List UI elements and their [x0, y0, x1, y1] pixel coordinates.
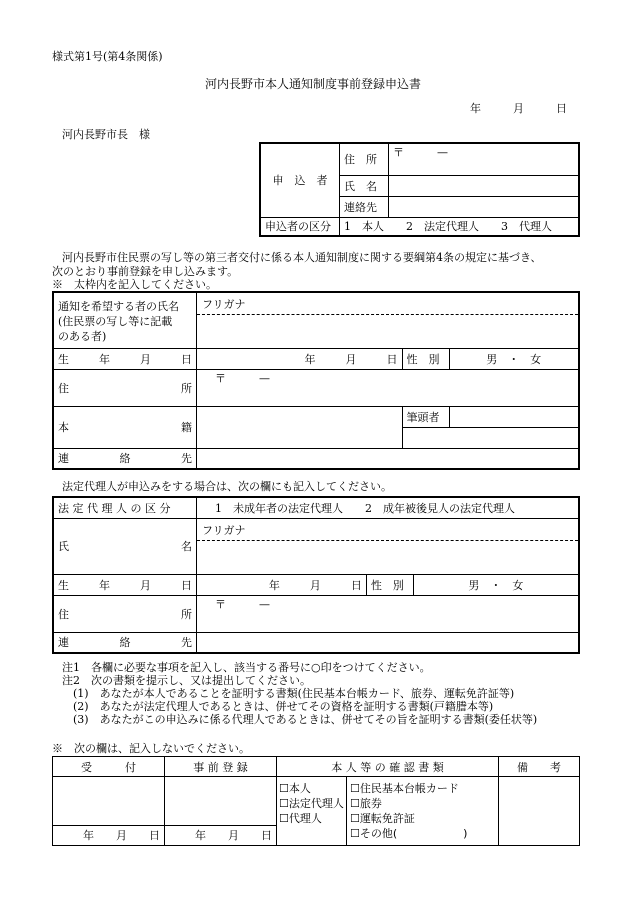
intro-text-1: 河内長野市住民票の写し等の第三者交付に係る本人通知制度に関する要綱第4条の規定に基づき、 — [62, 251, 542, 264]
note-line: (2) あなたが法定代理人であるときは、併せてその資格を証明する書類(戸籍謄本等) — [62, 700, 494, 713]
legal-address-label: 住 所 — [53, 595, 197, 632]
postal-mark: 〒 — — [215, 371, 270, 385]
who-option: ☐代理人 — [279, 812, 322, 825]
subject-contact-label: 連 絡 先 — [53, 448, 197, 469]
subject-address-field[interactable] — [197, 369, 580, 406]
subject-address-label: 住 所 — [53, 369, 197, 406]
applicant-address-field[interactable] — [389, 143, 580, 175]
doc-option: ☐その他( ) — [350, 827, 468, 840]
note-line: (3) あなたがこの申込みに係る代理人であるときは、併せてその旨を証明する書類(委任状等) — [62, 713, 538, 726]
office-received-label: 受 付 — [53, 757, 165, 777]
subject-name-label-3: のある者) — [58, 329, 107, 343]
subject-dob-field[interactable] — [197, 348, 403, 369]
legal-rep-table — [52, 496, 580, 654]
bold-frame-note: ※ 太枠内を記入してください。 — [52, 278, 217, 291]
subject-sex-options[interactable]: 男 ・ 女 — [449, 348, 579, 369]
intro-text-2: 次のとおり事前登録を申し込みます。 — [52, 265, 239, 278]
office-remarks-label: 備 考 — [499, 757, 580, 777]
office-table — [52, 756, 580, 846]
dob-day: 日 — [386, 352, 398, 366]
legal-dob-field[interactable] — [197, 574, 367, 595]
date-year: 年 — [470, 102, 481, 115]
legal-furigana-label: フリガナ — [202, 523, 246, 537]
subject-honseki-field-2[interactable] — [402, 427, 579, 448]
office-remarks-field — [499, 777, 580, 846]
office-use-note: ※ 次の欄は、記入しないでください。 — [52, 742, 250, 755]
subject-name-label-1: 通知を希望する者の氏名 — [58, 299, 179, 313]
note-line: 注1 各欄に必要な事項を記入し、該当する番号に○印をつけてください。 — [62, 661, 431, 674]
legal-name-field[interactable] — [197, 518, 580, 574]
dob-month: 月 — [309, 578, 321, 592]
subject-name-label-2: (住民票の写し等に記載 — [58, 314, 173, 328]
doc-option: ☐旅券 — [350, 797, 382, 810]
applicant-address-label: 住 所 — [340, 143, 389, 175]
subject-honseki-field[interactable] — [197, 406, 403, 448]
date-line — [470, 100, 567, 116]
subject-contact-field[interactable] — [197, 448, 580, 469]
office-prereg-label: 事 前 登 録 — [165, 757, 277, 777]
legal-category-label: 法 定 代 理 人 の 区 分 — [53, 497, 197, 518]
form-title: 河内長野市本人通知制度事前登録申込書 — [205, 77, 422, 91]
doc-option: ☐住民基本台帳カード — [350, 782, 459, 795]
doc-option: ☐運転免許証 — [350, 812, 415, 825]
applicant-label: 申 込 者 — [260, 143, 340, 217]
office-received-date: 年 月 日 — [53, 825, 165, 845]
applicant-category-options[interactable]: 1 本人 2 法定代理人 3 代理人 — [340, 217, 580, 236]
who-option: ☐法定代理人 — [279, 797, 344, 810]
legal-name-label: 氏 名 — [53, 518, 197, 574]
dob-year: 年 — [268, 578, 280, 592]
note-line: (1) あなたが本人であることを証明する書類(住民基本台帳カード、旅券、運転免許証等) — [62, 687, 515, 700]
office-doc-options — [347, 777, 499, 846]
office-prereg-field — [165, 777, 277, 826]
legal-address-field[interactable] — [197, 595, 580, 632]
dob-day: 日 — [350, 578, 362, 592]
legal-contact-field[interactable] — [197, 632, 580, 653]
legal-sex-label: 性 別 — [366, 574, 413, 595]
applicant-table — [259, 142, 580, 237]
subject-dob-label: 生 年 月 日 — [53, 348, 197, 369]
note-line: 注2 次の書類を提示し、又は提出してください。 — [62, 674, 311, 687]
office-who-options — [277, 777, 347, 846]
subject-sex-label: 性 別 — [402, 348, 449, 369]
subject-table — [52, 291, 580, 470]
subject-name-label — [53, 292, 197, 348]
dob-month: 月 — [345, 352, 357, 366]
office-prereg-date: 年 月 日 — [165, 825, 277, 845]
subject-head-label: 筆頭者 — [402, 406, 449, 427]
subject-honseki-label: 本 籍 — [53, 406, 197, 448]
date-day: 日 — [556, 102, 567, 115]
applicant-contact-label: 連絡先 — [340, 196, 389, 217]
subject-name-field[interactable] — [197, 292, 580, 348]
notes — [62, 661, 537, 726]
legal-contact-label: 連 絡 先 — [53, 632, 197, 653]
office-id-docs-label: 本 人 等 の 確 認 書 類 — [277, 757, 499, 777]
applicant-contact-field[interactable] — [389, 196, 580, 217]
office-received-field — [53, 777, 165, 826]
subject-furigana-label: フリガナ — [202, 298, 246, 311]
legal-dob-label: 生 年 月 日 — [53, 574, 197, 595]
legal-sex-options[interactable]: 男 ・ 女 — [413, 574, 579, 595]
applicant-name-label: 氏 名 — [340, 175, 389, 196]
date-month: 月 — [513, 102, 524, 115]
who-option: ☐本人 — [279, 782, 311, 795]
applicant-name-field[interactable] — [389, 175, 580, 196]
postal-mark: 〒 — — [215, 597, 270, 611]
subject-head-field[interactable] — [449, 406, 579, 427]
form-number: 様式第1号(第4条関係) — [52, 50, 163, 63]
applicant-category-label: 申込者の区分 — [260, 217, 340, 236]
legal-rep-note: 法定代理人が申込みをする場合は、次の欄にも記入してください。 — [62, 480, 392, 493]
legal-category-options[interactable]: 1 未成年者の法定代理人 2 成年被後見人の法定代理人 — [197, 497, 580, 518]
postal-mark: 〒 — — [393, 146, 448, 159]
dob-year: 年 — [304, 352, 316, 366]
addressee: 河内長野市長 様 — [62, 128, 150, 141]
